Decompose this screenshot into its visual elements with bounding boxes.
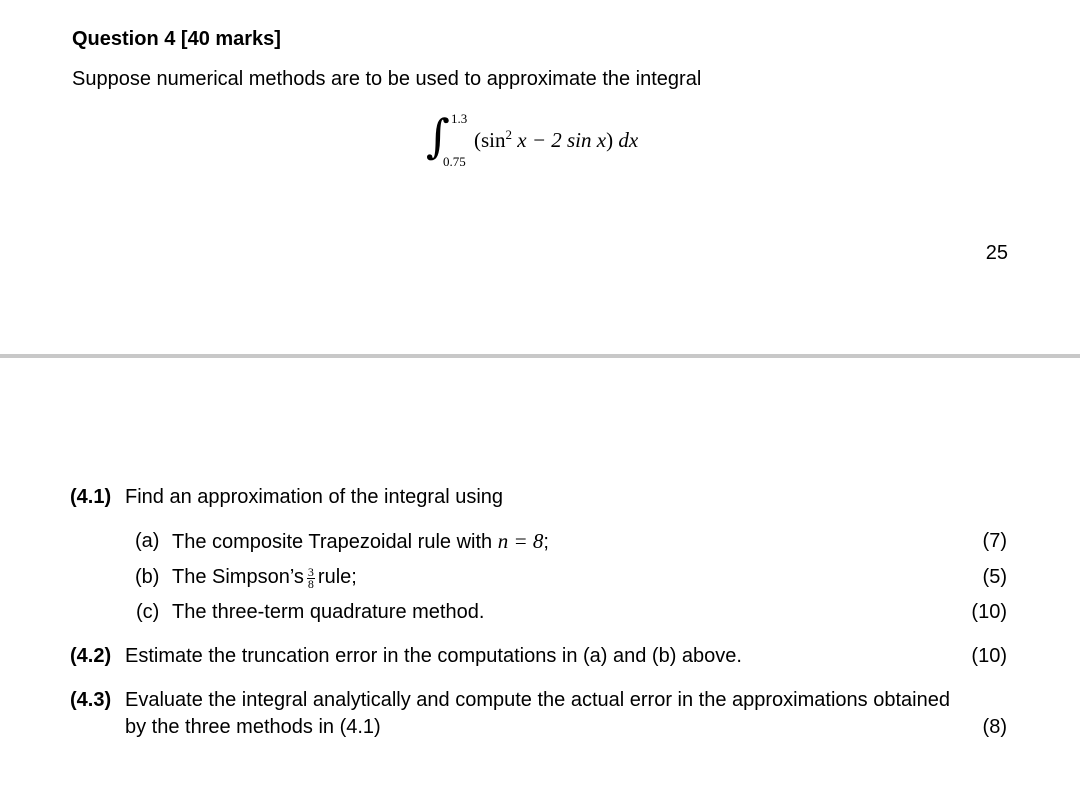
page-number: 25 [985, 242, 1008, 264]
integral-upper-limit: 1.3 [451, 111, 468, 126]
page-divider [0, 354, 1080, 358]
part-label-4-1: (4.1) [70, 486, 112, 508]
integrand: ($\sin^2$ x − 2 sin x) dx [474, 127, 639, 152]
part-text-4-2: Estimate the truncation error in the computations in (a) and (b) above. [125, 645, 742, 667]
marks-4-3: (8) [982, 716, 1007, 738]
item-text-a: The composite Trapezoidal rule with n = 8; [172, 529, 549, 553]
math-n-equals-8: n = 8 [497, 529, 544, 553]
marks-c: (10) [971, 601, 1007, 623]
item-text-c: The three-term quadrature method. [172, 601, 485, 623]
part-text-4-1: Find an approximation of the integral using [125, 486, 504, 508]
marks-b: (5) [982, 566, 1007, 588]
integral-lower-limit: 0.75 [443, 154, 466, 169]
part-text-4-3-line1: Evaluate the integral analytically and compute the actual error in the approximations obtained [125, 689, 950, 711]
part-label-4-3: (4.3) [70, 689, 112, 711]
fraction-three-eighths: $\frac{3}{8}$ [307, 565, 314, 591]
item-text-b: The Simpson’s $\frac{3}{8}$ rule; [172, 565, 357, 591]
part-text-4-3-line2: by the three methods in (4.1) [125, 716, 381, 738]
item-label-a: (a) [135, 530, 160, 552]
marks-4-2: (10) [971, 645, 1007, 667]
question-title: Question 4 [40 marks] [72, 28, 281, 50]
integral-sign: ∫ [426, 109, 450, 163]
question-intro: Suppose numerical methods are to be used to approximate the integral [72, 68, 702, 90]
item-label-c: (c) [136, 601, 160, 623]
marks-a: (7) [982, 530, 1007, 552]
item-label-b: (b) [135, 566, 160, 588]
part-label-4-2: (4.2) [70, 645, 112, 667]
